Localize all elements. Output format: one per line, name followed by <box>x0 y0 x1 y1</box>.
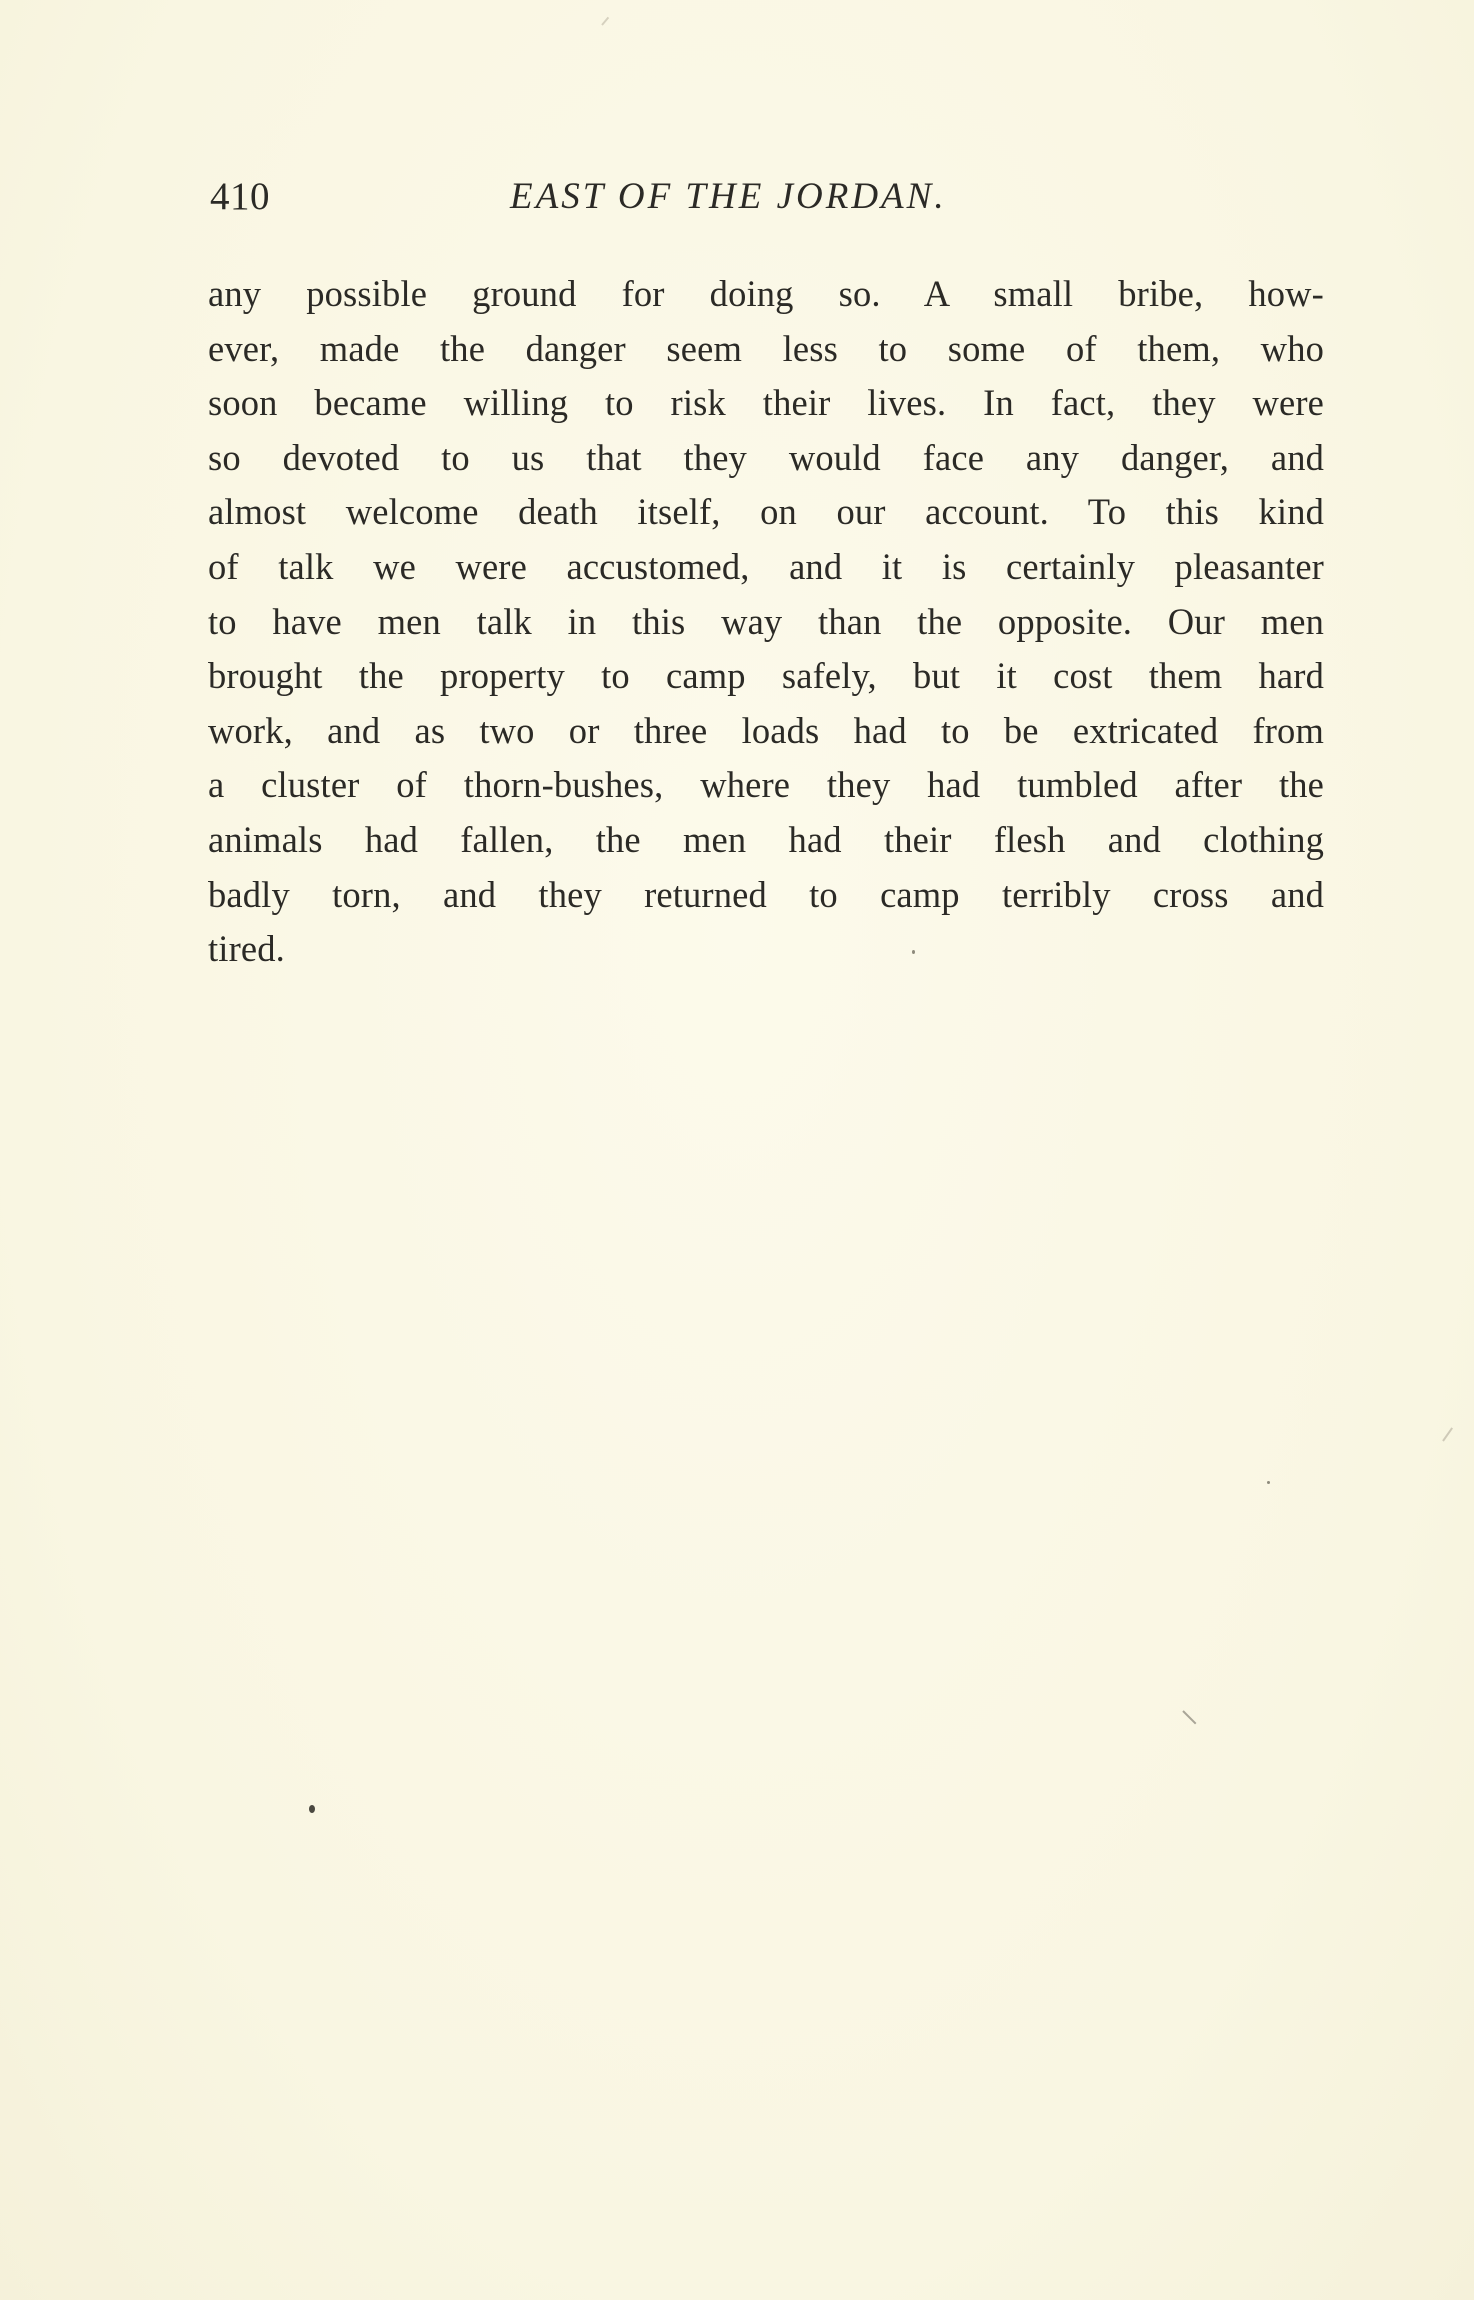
running-title: EAST OF THE JORDAN. <box>510 176 947 217</box>
text-line: so devoted to us that they would face any danger, and <box>208 436 1324 478</box>
text-line: of talk we were accustomed, and it is certainly pleasanter <box>208 545 1324 587</box>
running-head <box>210 172 1022 222</box>
paper-speck <box>1267 1481 1270 1484</box>
paper-speck <box>912 950 915 954</box>
paper-mark <box>1442 1427 1453 1441</box>
text-line: almost welcome death itself, on our account. To this kind <box>208 491 1324 533</box>
text-line: soon became willing to risk their lives. In fact, they were <box>208 382 1324 424</box>
paper-mark <box>1182 1710 1196 1724</box>
page-number: 410 <box>210 175 270 218</box>
text-line: any possible ground for doing so. A small bribe, how- <box>208 273 1324 314</box>
text-line: work, and as two or three loads had to be extricated from <box>208 709 1324 751</box>
text-line: brought the property to camp safely, but it cost them hard <box>208 655 1324 697</box>
text-line: to have men talk in this way than the opposite. Our men <box>208 600 1324 642</box>
paper-mark <box>601 17 609 26</box>
body-text <box>208 267 1324 977</box>
text-line: ever, made the danger seem less to some of them, who <box>208 327 1324 369</box>
text-line: tired. <box>208 928 285 970</box>
text-line: animals had fallen, the men had their flesh and clothing <box>208 818 1324 860</box>
text-line: a cluster of thorn-bushes, where they had tumbled after the <box>208 764 1324 806</box>
paper-speck <box>309 1805 315 1813</box>
text-line: badly torn, and they returned to camp terribly cross and <box>208 873 1324 915</box>
